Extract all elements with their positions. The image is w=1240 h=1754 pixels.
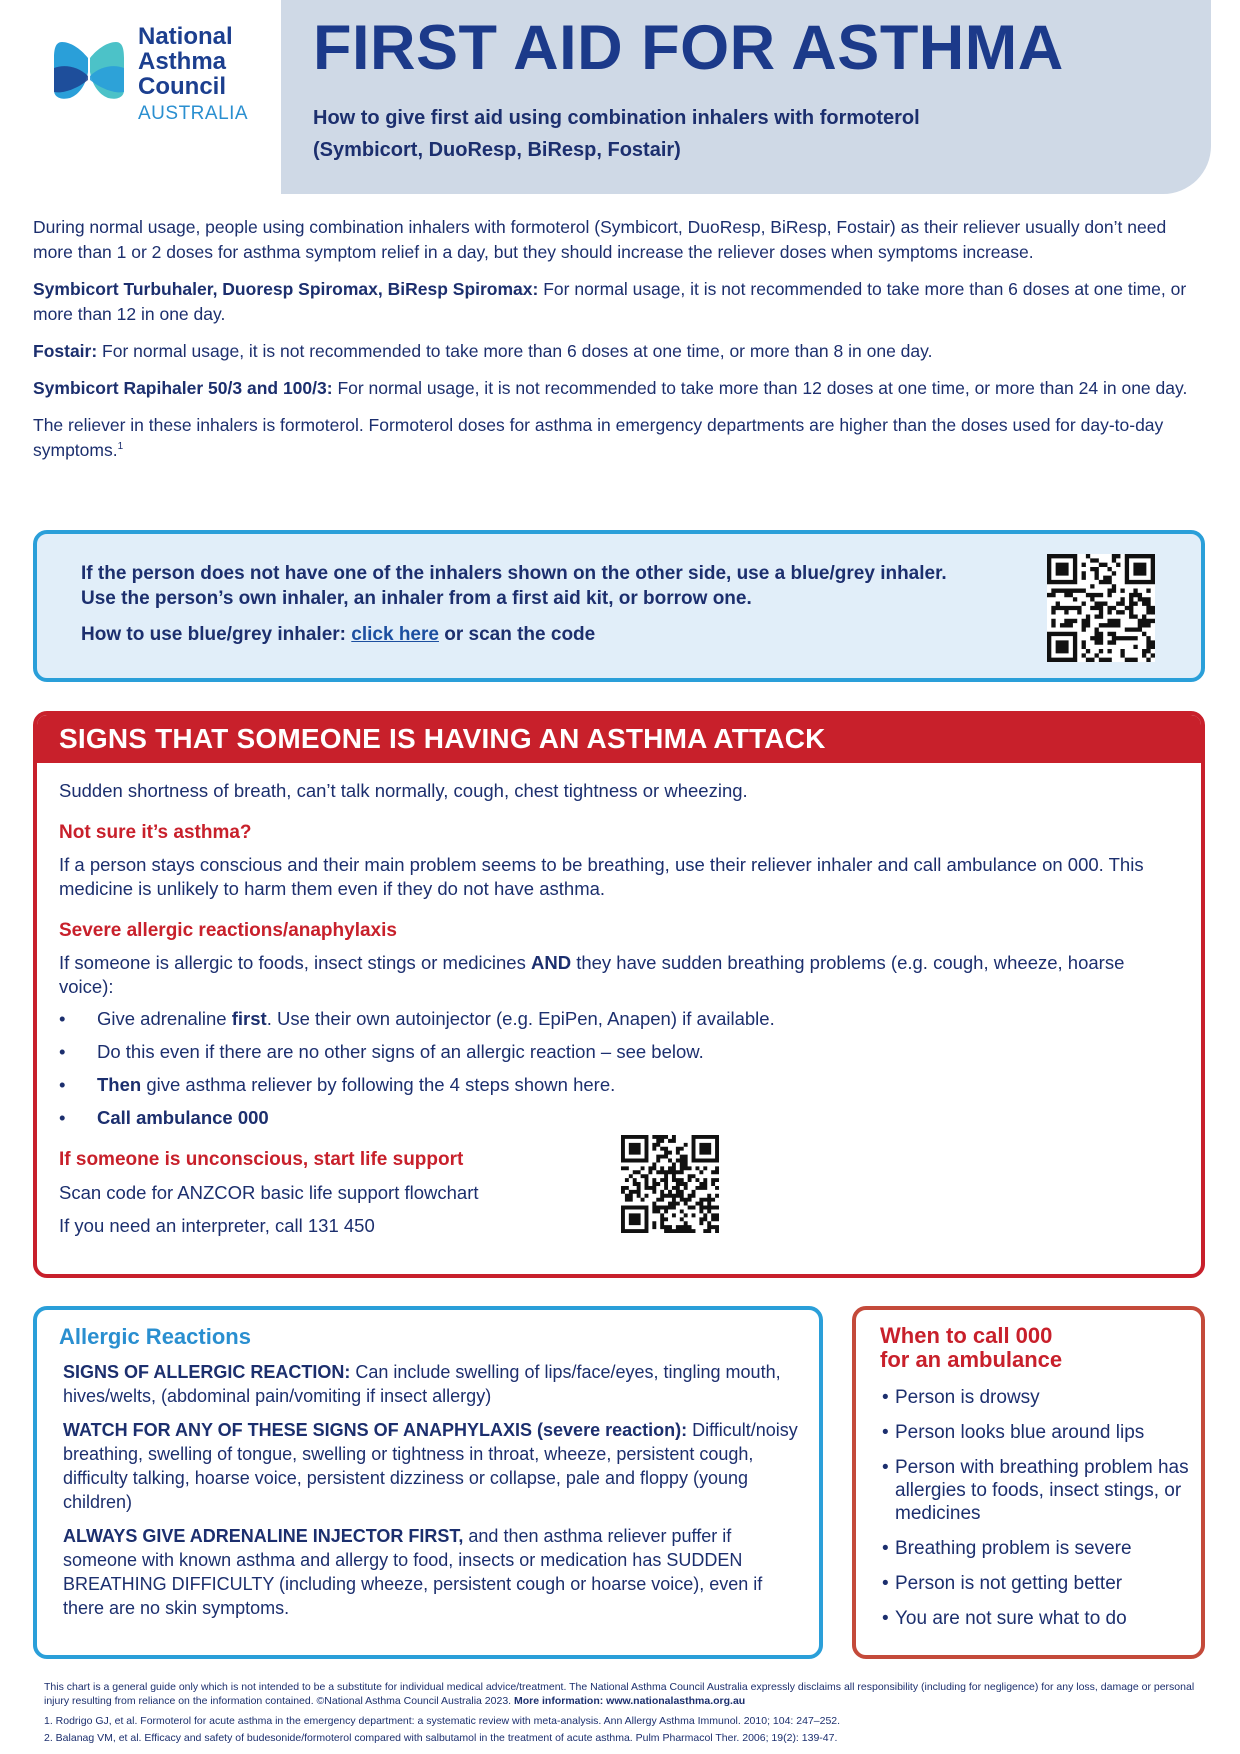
qr-code-icon[interactable] (621, 1135, 719, 1233)
b2: Do this even if there are no other signs of an allergic reaction – see below. (97, 1041, 704, 1062)
page-subtitle (313, 102, 920, 166)
list-item (59, 1040, 1179, 1064)
unconscious-heading: If someone is unconscious, start life support (59, 1149, 464, 1170)
allergic-p1-bold: SIGNS OF ALLERGIC REACTION: (63, 1362, 351, 1382)
allergic-p2-text: Difficult/noisy breathing, swelling of tongue, swelling or tightness in throat, wheeze, persistent cough, difficulty talking, hoarse voice, persistent dizziness or collapse, pale and floppy (young children) (63, 1420, 798, 1512)
scan-code-text: Scan code for ANZCOR basic life support flowchart (59, 1182, 479, 1203)
list-item: • You are not sure what to do (882, 1607, 1192, 1630)
b1-b: . Use their own autoinjector (e.g. EpiPen, Anapen) if available. (266, 1008, 775, 1029)
intro-p4-text: For normal usage, it is not recommended to take more than 12 doses at one time, or more than 24 in one day. (332, 378, 1188, 398)
anaphylaxis-steps (59, 1007, 1179, 1130)
signs-heading: SIGNS THAT SOMEONE IS HAVING AN ASTHMA ATTACK (59, 723, 826, 754)
reference-1: 1. Rodrigo GJ, et al. Formoterol for acute asthma in the emergency department: a systematic review with meta-analysis. Ann Allergy Asthma Immunol. 2010; 104: 247–252. (44, 1715, 841, 1727)
call-ambulance-box (852, 1306, 1205, 1659)
ambulance-heading-line-2: for an ambulance (880, 1347, 1063, 1372)
logo-line-1: National (138, 23, 233, 50)
blue-grey-inhaler-box (33, 530, 1205, 682)
how-to-prefix: How to use blue/grey inhaler: (81, 624, 352, 645)
allergic-heading: Allergic Reactions (59, 1324, 251, 1349)
intro-p2-text: For normal usage, it is not recommended to take more than 6 doses at one time, or more than 12 in one day. (33, 279, 1187, 324)
disclaimer-text: This chart is a general guide only which is not intended to be a substitute for individual medical advice/treatment. The National Asthma Council Australia expressly disclaims all responsibility (including for negligence) for any loss, damage or personal injury resulting from reliance on the information contained. ©National Asthma Council Australia 2023. (44, 1681, 1195, 1707)
allergic-paragraph-1 (63, 1360, 803, 1408)
ambulance-heading (880, 1324, 1180, 1372)
intro-paragraph-5 (33, 413, 1203, 463)
anaph-text-a: If someone is allergic to foods, insect stings or medicines (59, 952, 531, 973)
allergic-p3-text: and then asthma reliever puffer if someone with known asthma and allergy to food, insects or medication has SUDDEN BREATHING DIFFICULTY (including wheeze, persistent cough or hoarse voice), even if there are no skin symptoms. (63, 1526, 763, 1618)
intro-p5-text: The reliever in these inhalers is formoterol. Formoterol doses for asthma in emergency departments are higher than the doses used for day-to-day symptoms. (33, 415, 1164, 460)
list-item: • Person is not getting better (882, 1572, 1192, 1595)
title-panel (281, 0, 1211, 194)
intro-paragraph-2 (33, 277, 1203, 327)
anaphylaxis-text (59, 951, 1179, 999)
anaph-text-bold: AND (530, 952, 572, 973)
asthma-attack-signs-box (33, 711, 1205, 1278)
signs-heading-band (37, 715, 1201, 763)
how-to-suffix: or scan the code (438, 624, 596, 645)
intro-section (33, 215, 1203, 475)
allergic-p2-bold: WATCH FOR ANY OF THESE SIGNS OF ANAPHYLAXIS (severe reaction): (63, 1420, 688, 1440)
lungs-logo-icon (54, 28, 124, 100)
list-item (59, 1106, 1179, 1130)
intro-p3-bold: Fostair: (33, 341, 98, 361)
list-item: • Person looks blue around lips (882, 1421, 1192, 1444)
intro-p3-text: For normal usage, it is not recommended to take more than 6 doses at one time, or more than 8 in one day. (97, 341, 933, 361)
subtitle-line-1: How to give first aid using combination inhalers with formoterol (313, 107, 920, 129)
more-info-text: More information: www.nationalasthma.org.au (511, 1695, 746, 1707)
inhaler-how-to-line (81, 624, 595, 646)
b4-bold: Call ambulance 000 (97, 1107, 269, 1128)
allergic-reactions-box (33, 1306, 823, 1659)
reference-2: 2. Balanag VM, et al. Efficacy and safety of budesonide/formoterol compared with salbutamol in the treatment of acute asthma. Pulm Pharmacol Ther. 2006; 19(2): 139-47. (44, 1732, 838, 1744)
logo-line-3: Council (138, 73, 226, 100)
b1-a: Give adrenaline (97, 1008, 232, 1029)
b1-bold: first (231, 1008, 267, 1029)
allergic-paragraph-2 (63, 1418, 803, 1514)
subtitle-line-2: (Symbicort, DuoResp, BiResp, Fostair) (313, 139, 681, 161)
ambulance-list (882, 1386, 1192, 1642)
list-item: • Breathing problem is severe (882, 1537, 1192, 1560)
logo-line-2: Asthma (138, 48, 227, 75)
b3-b: give asthma reliever by following the 4 steps shown here. (141, 1074, 616, 1095)
ambulance-heading-line-1: When to call 000 (880, 1323, 1053, 1348)
list-item: • Person with breathing problem has allergies to foods, insect stings, or medicines (882, 1456, 1192, 1525)
click-here-link[interactable]: click here (351, 624, 439, 645)
intro-paragraph-4 (33, 376, 1203, 401)
intro-paragraph-3 (33, 339, 1203, 364)
footer (44, 1680, 1204, 1748)
qr-code-icon[interactable] (1047, 554, 1155, 662)
intro-paragraph-1: During normal usage, people using combination inhalers with formoterol (Symbicort, DuoResp, BiResp, Fostair) as their reliever usually don’t need more than 1 or 2 doses for asthma symptom relief in a day, but they should increase the reliever doses when symptoms increase. (33, 217, 1167, 262)
disclaimer (44, 1680, 1204, 1708)
anaphylaxis-heading: Severe allergic reactions/anaphylaxis (59, 920, 397, 941)
intro-p2-bold: Symbicort Turbuhaler, Duoresp Spiromax, BiResp Spiromax: (33, 279, 539, 299)
not-sure-heading: Not sure it’s asthma? (59, 822, 252, 843)
footnote-marker: 1 (117, 441, 124, 453)
list-item (59, 1007, 1179, 1031)
signs-intro: Sudden shortness of breath, can’t talk normally, cough, chest tightness or wheezing. (59, 780, 748, 801)
not-sure-text: If a person stays conscious and their main problem seems to be breathing, use their reliever inhaler and call ambulance on 000. This medicine is unlikely to harm them even if they do not have asthma. (59, 854, 1144, 899)
interpreter-text: If you need an interpreter, call 131 450 (59, 1215, 375, 1236)
intro-p4-bold: Symbicort Rapihaler 50/3 and 100/3: (33, 378, 333, 398)
allergic-p3-bold: ALWAYS GIVE ADRENALINE INJECTOR FIRST, (63, 1526, 464, 1546)
page-title: FIRST AID FOR ASTHMA (313, 13, 1064, 83)
allergic-p1-text: Can include swelling of lips/face/eyes, tingling mouth, hives/welts, (abdominal pain/vomiting if insect allergy) (63, 1362, 781, 1406)
b3-bold: Then (97, 1074, 142, 1095)
anaph-text-b: they have sudden breathing problems (e.g. cough, wheeze, hoarse voice): (59, 952, 1125, 997)
list-item (59, 1073, 1179, 1097)
logo-line-4: AUSTRALIA (138, 103, 249, 124)
nac-logo (54, 24, 254, 134)
list-item: • Person is drowsy (882, 1386, 1192, 1409)
inhaler-box-text: If the person does not have one of the inhalers shown on the other side, use a blue/grey inhaler. Use the person’s own inhaler, an inhaler from a first aid kit, or borrow one. (81, 563, 947, 609)
allergic-paragraph-3 (63, 1524, 803, 1620)
